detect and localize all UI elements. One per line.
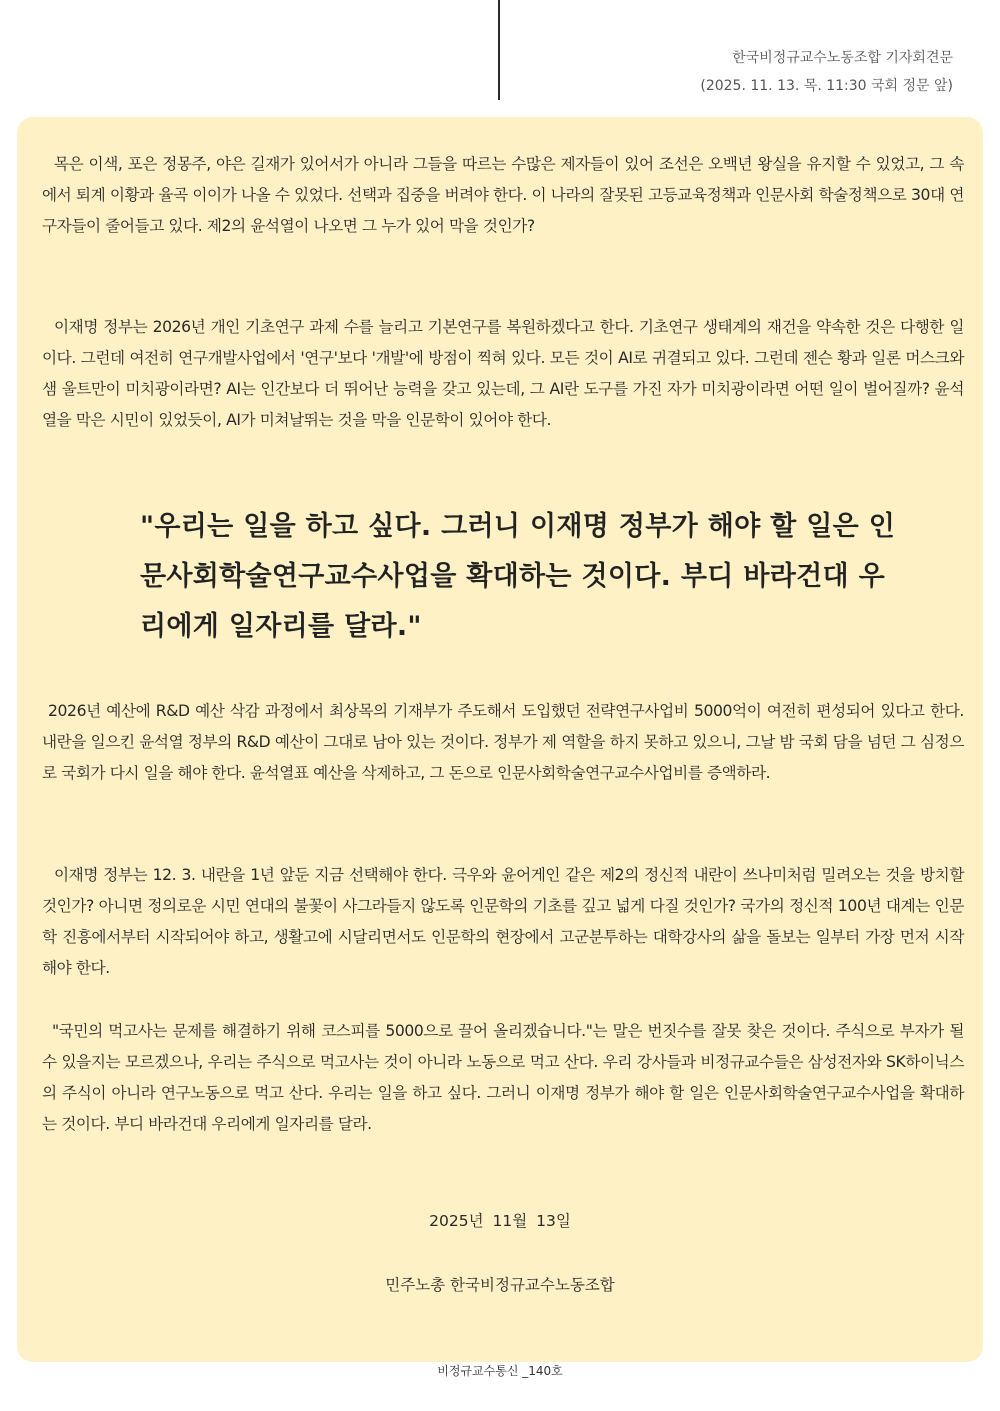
header-divider-line <box>498 0 500 100</box>
paragraph-3: 2026년 예산에 R&D 예산 삭감 과정에서 최상목의 기재부가 주도해서 도입했던 전략연구사업비 5000억이 여전히 편성되어 있다고 한다. 내란을 일으킨 윤석열 정부의 R&D 예산이 그대로 남아 있는 것이다. 정부가 제 역할을 하지 못하고 있으니, 그날 밤 국회 담을 넘던 그 심정으로 국회가 다시 일을 해야 한다. 윤석열표 예산을 삭제하고, 그 돈으로 인문사회학술연구교수사업비를 증액하라. <box>42 702 964 782</box>
paragraph-4: 이재명 정부는 12. 3. 내란을 1년 앞둔 지금 선택해야 한다. 극우와 윤어게인 같은 제2의 정신적 내란이 쓰나미처럼 밀려오는 것을 방치할 것인가? 아니면 정의로운 시민 연대의 불꽃이 사그라들지 않도록 인문학의 기초를 깊고 넓게 다질 것인가? 국가의 정신적 100년 대계는 인문학 진흥에서부터 시작되어야 하고, 생활고에 시달리면서도 인문학의 현장에서 고군분투하는 대학강사의 삶을 돌보는 일부터 가장 먼저 시작해야 한다. <box>42 866 964 977</box>
paragraph-2: 이재명 정부는 2026년 개인 기초연구 과제 수를 늘리고 기본연구를 복원하겠다고 한다. 기초연구 생태계의 재건을 약속한 것은 다행한 일이다. 그런데 여전히 연구개발사업에서 '연구'보다 '개발'에 방점이 찍혀 있다. 모든 것이 AI로 귀결되고 있다. 그런데 젠슨 황과 일론 머스크와 샘 울트만이 미치광이라면? AI는 인간보다 더 뛰어난 능력을 갖고 있는데, 그 AI란 도구를 가진 자가 미치광이라면 어떤 일이 벌어질까? 윤석열을 막은 시민이 있었듯이, AI가 미쳐날뛰는 것을 막을 인문학이 있어야 한다. <box>42 318 964 429</box>
paragraph-5: "국민의 먹고사는 문제를 해결하기 위해 코스피를 5000으로 끌어 올리겠습니다."는 말은 번짓수를 잘못 찾은 것이다. 주식으로 부자가 될 수 있을지는 모르겠으나, 우리는 주식으로 먹고사는 것이 아니라 노동으로 먹고 산다. 우리 강사들과 비정규교수들은 삼성전자와 SK하이닉스의 주식이 아니라 연구노동으로 먹고 산다. 우리는 일을 하고 싶다. 그러니 이재명 정부가 해야 할 일은 인문사회학술연구교수사업을 확대하는 것이다. 부디 바라건대 우리에게 일자리를 달라. <box>42 1022 964 1133</box>
header-title: 한국비정규교수노동조합 기자회견문 <box>732 50 953 66</box>
pull-quote: "우리는 일을 하고 싶다. 그러니 이재명 정부가 해야 할 일은 인문사회학술연구교수사업을 확대하는 것이다. 부디 바라건대 우리에게 일자리를 달라." <box>140 511 896 642</box>
statement-date: 2025년 11월 13일 <box>429 1212 571 1230</box>
organization-name: 민주노총 한국비정규교수노동조합 <box>385 1276 615 1294</box>
page-footer: 비정규교수통신 _140호 <box>437 1364 563 1378</box>
document-header <box>700 44 953 100</box>
paragraph-1: 목은 이색, 포은 정몽주, 야은 길재가 있어서가 아니라 그들을 따르는 수많은 제자들이 있어 조선은 오백년 왕실을 유지할 수 있었고, 그 속에서 퇴계 이황과 율곡 이이가 나올 수 있었다. 선택과 집중을 버려야 한다. 이 나라의 잘못된 고등교육정책과 인문사회 학술정책으로 30대 연구자들이 줄어들고 있다. 제2의 윤석열이 나오면 그 누가 있어 막을 것인가? <box>42 155 964 235</box>
header-date-location: (2025. 11. 13. 목. 11:30 국회 정문 앞) <box>700 78 953 94</box>
